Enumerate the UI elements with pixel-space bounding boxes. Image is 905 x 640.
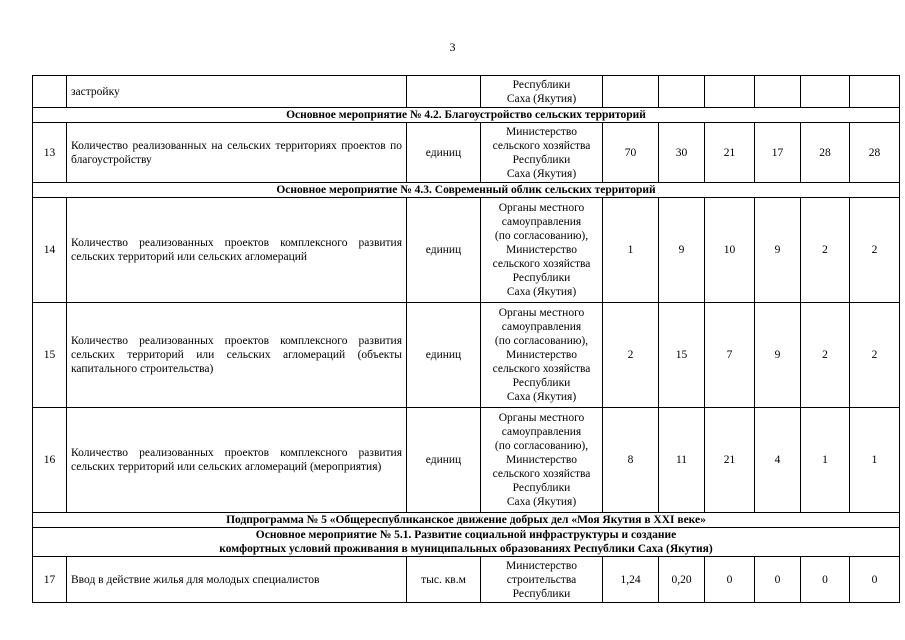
executor-cell [481, 198, 603, 303]
executor-cell [481, 408, 603, 513]
section-heading [33, 528, 900, 557]
row-number-cell: 16 [33, 408, 67, 513]
executor-line: Министерство [506, 125, 577, 138]
executor-line: (по согласованию), [494, 440, 589, 452]
value-cell: 15 [659, 303, 705, 408]
section-header-row [33, 528, 900, 557]
executor-line: Республики [512, 482, 571, 494]
value-cell: 2 [801, 303, 850, 408]
value-cell: 28 [850, 123, 900, 183]
executor-line: (по согласованию), [494, 230, 589, 242]
value-cell: 9 [659, 198, 705, 303]
value-cell: 0 [755, 557, 801, 603]
executor-line: самоуправления [501, 321, 582, 333]
section-heading: Основное мероприятие № 4.3. Современный облик сельских территорий [33, 183, 900, 198]
value-cell: 28 [801, 123, 850, 183]
executor-line: Органы местного [498, 202, 585, 214]
row-number-cell: 14 [33, 198, 67, 303]
executor-cell [481, 303, 603, 408]
value-cell: 1 [850, 408, 900, 513]
row-number-cell: 13 [33, 123, 67, 183]
executor-line: Министерство [506, 559, 577, 572]
page-number: 3 [449, 40, 456, 54]
value-cell: 1,24 [603, 557, 659, 603]
value-cell: 0 [801, 557, 850, 603]
value-cell: 0,20 [659, 557, 705, 603]
row-number-cell: 15 [33, 303, 67, 408]
executor-line: Органы местного [498, 307, 585, 319]
executor-line: сельского хозяйства [492, 258, 591, 270]
executor-line: Республики [512, 377, 571, 389]
executor-line: Саха (Якутия) [506, 286, 577, 298]
value-cell: 70 [603, 123, 659, 183]
executor-line: Саха (Якутия) [506, 496, 577, 508]
indicator-name-cell: застройку [67, 76, 407, 108]
value-cell: 17 [755, 123, 801, 183]
value-cell: 10 [705, 198, 755, 303]
unit-cell: тыс. кв.м [407, 557, 481, 603]
executor-line: Республики [512, 272, 571, 284]
value-cell [850, 76, 900, 108]
executor-line: сельского хозяйства [492, 468, 591, 480]
table-row [33, 76, 900, 108]
row-number-cell: 17 [33, 557, 67, 603]
table-row [33, 557, 900, 603]
table-row [33, 408, 900, 513]
value-cell: 4 [755, 408, 801, 513]
value-cell: 9 [755, 198, 801, 303]
indicators-table [32, 75, 900, 603]
value-cell: 2 [801, 198, 850, 303]
value-cell: 2 [850, 198, 900, 303]
table-row [33, 303, 900, 408]
value-cell: 2 [850, 303, 900, 408]
section-header-row [33, 108, 900, 123]
indicator-name-cell: Количество реализованных на сельских территориях проектов по благоустройству [67, 123, 407, 183]
indicator-name-cell: Ввод в действие жилья для молодых специалистов [67, 557, 407, 603]
value-cell: 0 [705, 557, 755, 603]
executor-line: Республики [512, 587, 571, 600]
executor-line: строительства [506, 573, 577, 586]
value-cell [659, 76, 705, 108]
indicator-name-cell: Количество реализованных проектов комплексного развития сельских территорий или сельских агломераций (мероприятия) [67, 408, 407, 513]
value-cell [755, 76, 801, 108]
section-header-row [33, 183, 900, 198]
table-row [33, 198, 900, 303]
executor-line: Министерство [506, 244, 577, 256]
value-cell: 1 [801, 408, 850, 513]
executor-cell [481, 76, 603, 108]
value-cell: 1 [603, 198, 659, 303]
unit-cell: единиц [407, 123, 481, 183]
indicator-name-cell: Количество реализованных проектов комплексного развития сельских территорий или сельских агломераций [67, 198, 407, 303]
executor-line: самоуправления [501, 216, 582, 228]
executor-line: Саха (Якутия) [506, 391, 577, 403]
value-cell [603, 76, 659, 108]
value-cell [705, 76, 755, 108]
value-cell: 8 [603, 408, 659, 513]
executor-line: Органы местного [498, 412, 585, 424]
executor-line: Министерство [506, 454, 577, 466]
unit-cell [407, 76, 481, 108]
subprogram-heading: Подпрограмма № 5 «Общереспубликанское движение добрых дел «Моя Якутия в XXI веке» [33, 513, 900, 528]
value-cell: 21 [705, 123, 755, 183]
executor-line: Саха (Якутия) [506, 92, 577, 105]
executor-line: самоуправления [501, 426, 582, 438]
executor-line: (по согласованию), [494, 335, 589, 347]
unit-cell: единиц [407, 408, 481, 513]
indicator-name-cell: Количество реализованных проектов комплексного развития сельских территорий или сельских агломераций (объекты капитального строительства) [67, 303, 407, 408]
section-header-row [33, 513, 900, 528]
section-heading: Основное мероприятие № 4.2. Благоустройство сельских территорий [33, 108, 900, 123]
unit-cell: единиц [407, 198, 481, 303]
value-cell: 21 [705, 408, 755, 513]
value-cell: 30 [659, 123, 705, 183]
executor-line: сельского хозяйства [492, 363, 591, 375]
value-cell: 2 [603, 303, 659, 408]
section-heading-line: Основное мероприятие № 5.1. Развитие социальной инфраструктуры и создание [255, 529, 677, 541]
executor-line: Республики [512, 153, 571, 166]
value-cell: 7 [705, 303, 755, 408]
value-cell [801, 76, 850, 108]
unit-cell: единиц [407, 303, 481, 408]
executor-line: Саха (Якутия) [506, 167, 577, 180]
executor-line: сельского хозяйства [492, 139, 591, 152]
value-cell: 11 [659, 408, 705, 513]
table-row [33, 123, 900, 183]
executor-line: Республики [512, 78, 571, 91]
value-cell: 0 [850, 557, 900, 603]
row-number-cell [33, 76, 67, 108]
value-cell: 9 [755, 303, 801, 408]
executor-line: Министерство [506, 349, 577, 361]
executor-cell [481, 123, 603, 183]
executor-cell [481, 557, 603, 603]
section-heading-line: комфортных условий проживания в муниципальных образованиях Республики Саха (Якутия) [219, 543, 713, 555]
